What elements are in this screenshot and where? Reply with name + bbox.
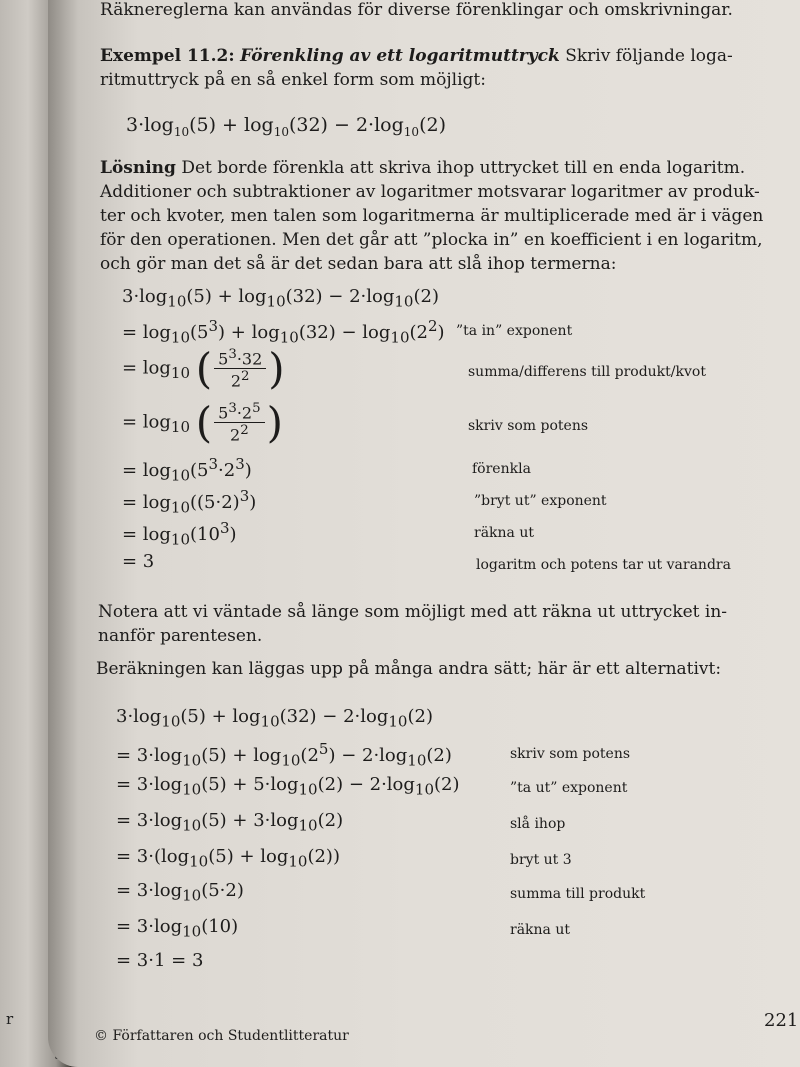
problem-expression: $3\cdot\log_{10}(5) + \log_{10}(32) - 2\cdot\log_{10}(2)$: [126, 114, 446, 139]
solution-line: och gör man det så är det sedan bara att slå ihop termerna:: [100, 254, 617, 274]
page-number: 221: [764, 1010, 799, 1031]
step-note: skriv som potens: [468, 418, 589, 434]
step-note: skriv som potens: [510, 746, 631, 762]
notice-text: nanför parentesen.: [98, 626, 263, 646]
example-intro-cont: ritmuttryck på en så enkel form som möjligt:: [100, 70, 486, 90]
step-note: summa/differens till produkt/kvot: [468, 364, 706, 380]
solution-line: för den operationen. Men det går att ”plocka in” en koefficient i en logaritm,: [100, 230, 763, 250]
copyright-notice: © Författaren och Studentlitteratur: [94, 1028, 349, 1044]
step-note: räkna ut: [510, 922, 570, 938]
step-note: förenkla: [472, 461, 531, 477]
step-note: logaritm och potens tar ut varandra: [476, 557, 731, 573]
step-note: summa till produkt: [510, 886, 646, 902]
solution-paragraph: Lösning Det borde förenkla att skriva ihop uttrycket till en enda logaritm.: [100, 158, 746, 178]
step-note: ”ta ut” exponent: [510, 780, 628, 796]
example-label: Exempel 11.2:: [100, 46, 235, 66]
step-note: ”ta in” exponent: [456, 323, 573, 339]
intro-text: Räknereglerna kan användas för diverse förenklingar och omskrivningar.: [100, 0, 733, 20]
step-note: räkna ut: [474, 525, 534, 541]
step-note: ”bryt ut” exponent: [474, 493, 607, 509]
solution-line: Additioner och subtraktioner av logaritmer motsvarar logaritmer av produk-: [100, 182, 760, 202]
solution-label: Lösning: [100, 158, 176, 178]
step-note: bryt ut 3: [510, 852, 572, 868]
example-intro: Skriv följande loga-: [565, 46, 733, 66]
example-heading: [100, 44, 790, 68]
previous-page-text: r: [6, 1010, 14, 1028]
notice-text: Notera att vi väntade så länge som möjligt med att räkna ut uttrycket in-: [98, 602, 728, 622]
example-title: Förenkling av ett logaritmuttryck: [240, 46, 560, 66]
book-page: Räknereglerna kan användas för diverse förenklingar och omskrivningar. Exempel 11.2: Förenkling av ett logaritmuttryck Skriv följande loga- ritmuttryck på en så enkel form som möjligt: $3\cdot\log_{10}(5) + \log_{10}(32) - 2\cdot\log_{10}(2)$ Lösning Det borde förenkla att skriva ihop uttrycket till en enda logaritm. Additioner och subtraktioner av logaritmer motsvarar logaritmer av produk- ter och kvoter, men talen som logaritmerna är multiplicerade med är i vägen för den operationen. Men det går att ”plocka in” en koefficient i en logaritm, och gör man det så är det sedan bara att slå ihop termerna: $3\cdot\log_{10}(5) + \log_{10}(32) - 2\cdot\log_{10}(2)$ = $\log_{10}(5^3) + \log_{10}(32) - \log_{10}(2^2)$ ”ta in” exponent = $\log_{10}$ ( $\frac{5^3\cdot 32}{2^2}$ ) summa/differens till produkt/kvot = $\log_{10}$ ( $\frac{5^3\cdot 2^5}{2^2}$ ) skriv som potens = $\log_{10}(5^3\cdot 2^3)$ förenkla = $\log_{10}((5\cdot 2)^3)$ ”bryt ut” exponent = $\log_{10}(10^3)$ räkna ut = 3 logaritm och potens tar ut varandra Notera att vi väntade så länge som möjligt med att räkna ut uttrycket in- nanför parentesen. Beräkningen kan läggas upp på många andra sätt; här är ett alternativt: $3\cdot\log_{10}(5) + \log_{10}(32) - 2\cdot\log_{10}(2)$ = $3\cdot\log_{10}(5) + \log_{10}(2^5) - 2\cdot\log_{10}(2)$ skriv som potens = $3\cdot\log_{10}(5) + 5\cdot\log_{10}(2) - 2\cdot\log_{10}(2)$ ”ta ut” exponent = $3\cdot\log_{10}(5) + 3\cdot\log_{10}(2)$ slå ihop = $3\cdot(\log_{10}(5) + \log_{10}(2))$ bryt ut 3 = $3\cdot\log_{10}(5\cdot 2)$ summa till produkt = $3\cdot\log_{10}(10)$ räkna ut = 3·1 = 3 © Författaren och Studentlitteratur 221: [48, 0, 800, 1067]
step-note: slå ihop: [510, 816, 566, 832]
solution-line: ter och kvoter, men talen som logaritmerna är multiplicerade med är i vägen: [100, 206, 764, 226]
alternative-intro: Beräkningen kan läggas upp på många andra sätt; här är ett alternativt:: [96, 659, 722, 679]
